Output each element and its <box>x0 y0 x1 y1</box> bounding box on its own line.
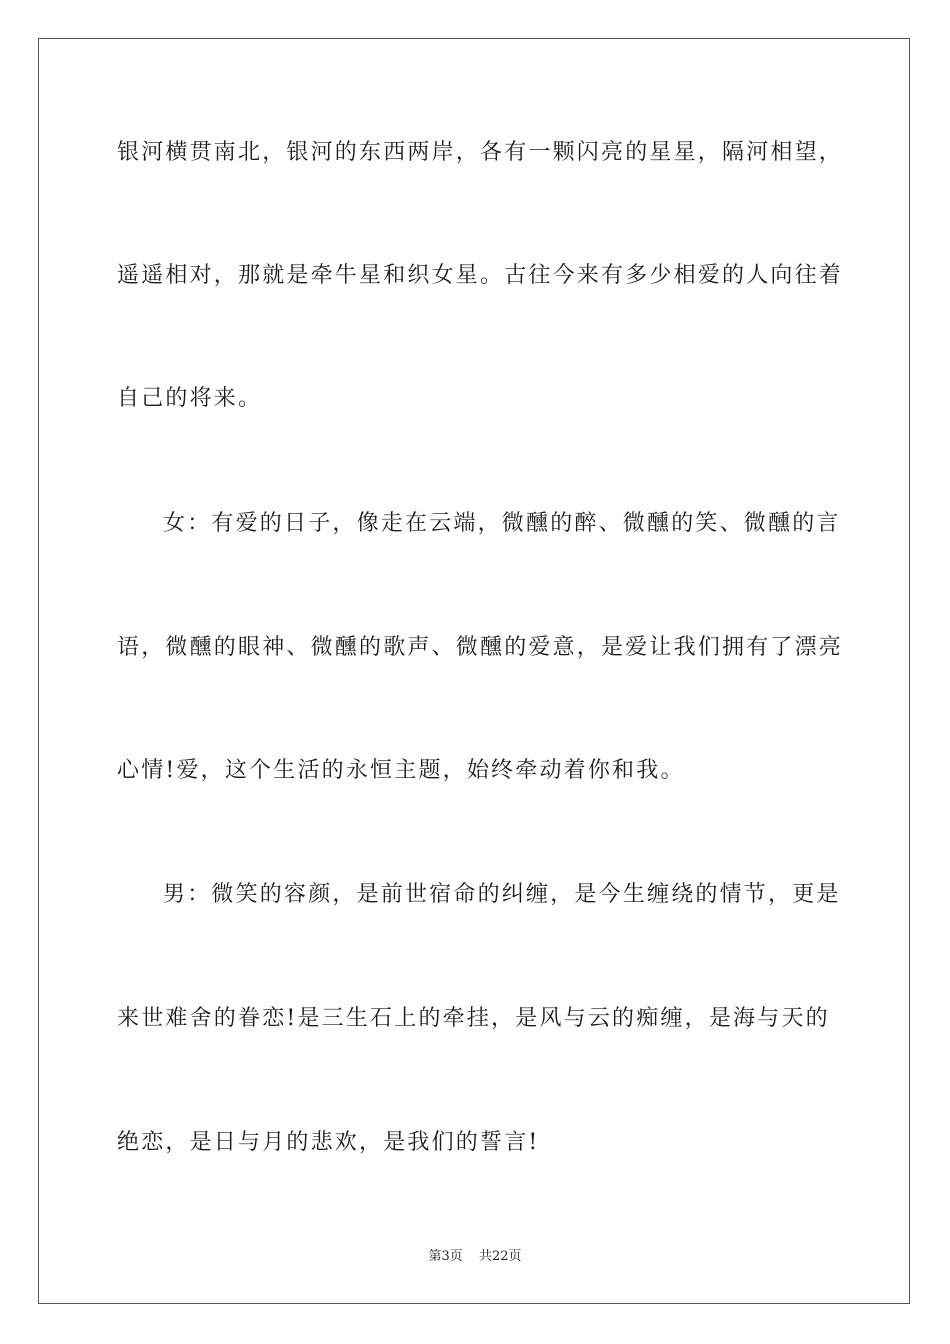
paragraph-line: 男：微笑的容颜，是前世宿命的纠缠，是今生缠绕的情节，更是 <box>163 882 841 907</box>
page-number: 第3页 <box>428 1249 463 1264</box>
paragraph-line: 女：有爱的日子，像走在云端，微醺的醉、微醺的笑、微醺的言 <box>163 511 841 536</box>
paragraph-line: 心情!爱，这个生活的永恒主题，始终牵动着你和我。 <box>117 758 685 783</box>
paragraph-line: 来世难舍的眷恋!是三生石上的牵挂，是风与云的痴缠，是海与天的 <box>117 1006 830 1031</box>
page-border <box>38 38 910 1304</box>
total-pages: 共22页 <box>478 1249 522 1264</box>
paragraph-line: 自己的将来。 <box>117 386 263 411</box>
paragraph-line: 绝恋，是日与月的悲欢，是我们的誓言! <box>117 1130 540 1155</box>
paragraph-line: 银河横贯南北，银河的东西两岸，各有一颗闪亮的星星，隔河相望， <box>117 140 844 165</box>
paragraph-line: 语，微醺的眼神、微醺的歌声、微醺的爱意，是爱让我们拥有了漂亮 <box>117 635 844 660</box>
paragraph-line: 遥遥相对，那就是牵牛星和织女星。古往今来有多少相爱的人向往着 <box>117 263 844 288</box>
page-footer <box>0 1248 950 1266</box>
